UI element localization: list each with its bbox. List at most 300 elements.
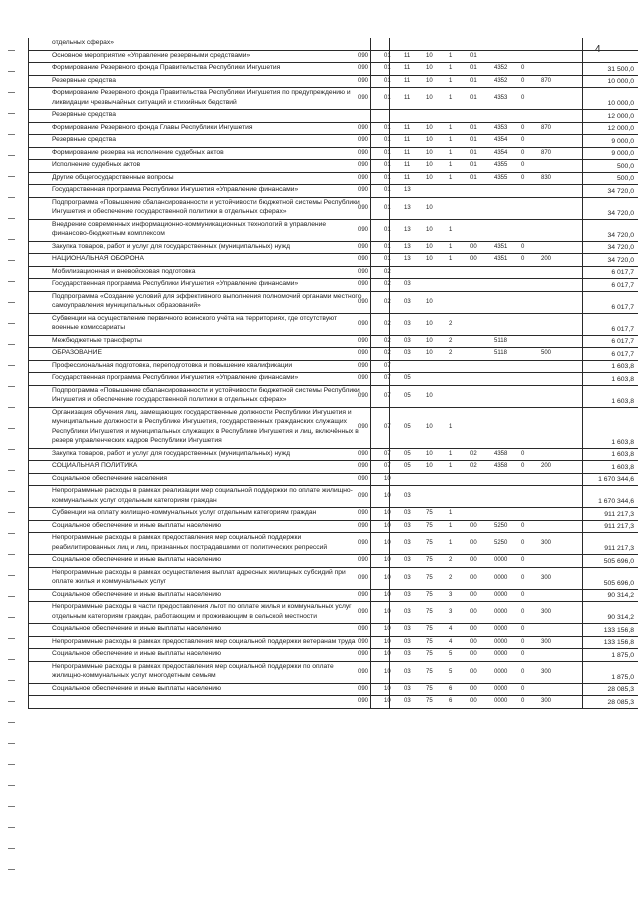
row-code: 500	[541, 350, 552, 357]
row-code: 090	[358, 268, 369, 275]
row-left-border	[28, 508, 29, 520]
row-code: 1	[449, 256, 453, 263]
table-row	[28, 590, 638, 603]
table-row	[28, 508, 638, 521]
row-code: 090	[358, 510, 369, 517]
row-left-border	[28, 568, 29, 589]
row-code: 10	[426, 350, 433, 357]
table-row	[28, 461, 638, 474]
row-code: 02	[384, 320, 391, 327]
row-code: 090	[358, 337, 369, 344]
row-code: 01	[384, 162, 391, 169]
row-code: 03	[404, 320, 411, 327]
row-code: 4358	[494, 463, 508, 470]
row-left-border	[28, 533, 29, 554]
scan-mark	[8, 470, 15, 471]
row-code: 05	[404, 424, 411, 430]
row-name: Закупка товаров, работ и услуг для государственных (муниципальных) нужд	[52, 449, 290, 457]
row-code: 0	[521, 95, 525, 101]
row-code: 090	[358, 362, 369, 369]
row-code: 090	[358, 574, 369, 581]
amount-border	[582, 684, 583, 696]
row-code: 0	[521, 450, 525, 457]
row-amount: 6 017,7	[611, 325, 634, 333]
row-code: 4351	[494, 256, 508, 263]
amount-border	[582, 76, 583, 88]
row-code: 090	[358, 685, 369, 692]
row-code: 0000	[494, 668, 508, 675]
row-name: отдельных сферах»	[52, 39, 114, 46]
table-row	[28, 63, 638, 76]
row-code: 090	[358, 243, 369, 250]
row-code: 4355	[494, 162, 508, 169]
row-amount: 34 720,0	[607, 256, 634, 264]
row-amount: 1 603,8	[611, 463, 634, 471]
amount-border	[582, 533, 583, 554]
scan-mark	[8, 491, 15, 492]
amount-border	[582, 602, 583, 623]
row-amount: 6 017,7	[611, 269, 634, 276]
row-amount: 505 696,0	[603, 579, 634, 587]
row-name: ОБРАЗОВАНИЕ	[52, 349, 102, 356]
row-left-border	[28, 555, 29, 567]
scan-mark	[8, 638, 15, 639]
row-code: 3	[449, 591, 453, 598]
row-amount: 34 720,0	[607, 187, 634, 195]
row-code: 4353	[494, 124, 508, 131]
row-code: 13	[404, 256, 411, 263]
table-row	[28, 408, 638, 449]
row-code: 090	[358, 626, 369, 633]
row-code: 0000	[494, 591, 508, 598]
row-code: 10	[384, 493, 391, 499]
row-code: 10	[426, 463, 433, 470]
amount-border	[582, 63, 583, 75]
row-code: 4	[449, 626, 453, 633]
row-code: 090	[358, 256, 369, 263]
row-code: 1	[449, 162, 453, 169]
row-left-border	[28, 123, 29, 135]
scan-mark	[8, 554, 15, 555]
table-row	[28, 521, 638, 534]
scan-mark	[8, 575, 15, 576]
row-code: 10	[426, 52, 433, 59]
row-left-border	[28, 267, 29, 279]
scan-mark	[8, 512, 15, 513]
amount-border	[582, 123, 583, 135]
row-code: 01	[470, 162, 477, 169]
row-amount: 10 000,0	[607, 100, 634, 107]
row-code: 00	[470, 698, 477, 705]
row-code: 2	[449, 350, 453, 357]
row-code: 03	[404, 609, 411, 615]
row-name: Организация обучения лиц, замещающих государственные должности Республики Ингушетия и муниципальные должности в Республике Ингушетия, государственных гражданских служащих Республики Ингушетия и муниципальных служащих в Республике Ингушетия и лиц, включённых в резерв управленческих кадров Республики Ингушетия	[52, 408, 359, 444]
row-left-border	[28, 637, 29, 649]
amount-border	[582, 662, 583, 683]
row-code: 07	[384, 424, 391, 430]
table-row	[28, 649, 638, 662]
row-name: Подпрограмма «Повышение сбалансированности и устойчивости бюджетной системы Республики Ингушетия и обеспечение государственной политики в отдельных сферах»	[52, 198, 360, 215]
amount-border	[582, 624, 583, 636]
scan-mark	[8, 281, 15, 282]
table-row	[28, 292, 638, 314]
row-code: 10	[426, 149, 433, 156]
row-code: 02	[470, 450, 477, 457]
row-code: 03	[404, 281, 411, 288]
row-code: 0	[521, 256, 525, 263]
row-code: 01	[384, 77, 391, 84]
row-left-border	[28, 486, 29, 507]
row-amount: 911 217,3	[604, 545, 634, 552]
row-code: 1	[449, 450, 453, 457]
table-row	[28, 386, 638, 408]
row-code: 11	[404, 174, 411, 181]
amount-border	[582, 348, 583, 360]
row-amount: 34 720,0	[607, 231, 634, 239]
row-code: 10	[426, 450, 433, 457]
scan-mark	[8, 596, 15, 597]
row-code: 3	[449, 609, 453, 615]
row-code: 4352	[494, 77, 508, 84]
scan-mark	[8, 764, 15, 765]
scan-mark	[8, 71, 15, 72]
row-amount: 12 000,0	[607, 112, 634, 120]
row-code: 05	[404, 450, 411, 457]
row-code: 03	[404, 685, 411, 692]
row-code: 1	[449, 95, 453, 101]
row-left-border	[28, 474, 29, 486]
row-amount: 90 314,2	[607, 614, 634, 621]
row-name: Резервные средства	[52, 111, 116, 118]
row-code: 090	[358, 137, 369, 144]
row-amount: 90 314,2	[607, 592, 634, 599]
row-code: 07	[384, 450, 391, 457]
row-name: Формирование Резервного фонда Правительства Республики Ингушетия	[52, 64, 281, 71]
row-left-border	[28, 590, 29, 602]
row-code: 13	[404, 243, 411, 250]
row-name: Исполнение судебных актов	[52, 161, 141, 168]
row-amount: 28 085,3	[607, 698, 634, 706]
scan-mark	[8, 218, 15, 219]
row-code: 75	[426, 522, 433, 529]
row-left-border	[28, 373, 29, 385]
row-code: 0000	[494, 651, 508, 658]
row-code: 03	[404, 350, 411, 357]
row-code: 1	[449, 540, 453, 546]
row-code: 07	[384, 463, 391, 470]
row-code: 0	[521, 243, 525, 250]
row-code: 10	[384, 522, 391, 529]
budget-table	[28, 38, 638, 709]
row-amount: 34 720,0	[607, 209, 634, 217]
scan-mark	[8, 869, 15, 870]
row-code: 07	[384, 362, 391, 369]
row-code: 10	[426, 95, 433, 101]
row-code: 75	[426, 557, 433, 564]
row-code: 090	[358, 557, 369, 564]
row-code: 01	[470, 174, 477, 181]
row-amount: 500,0	[616, 162, 634, 170]
scan-mark	[8, 176, 15, 177]
row-amount: 1 875,0	[611, 673, 634, 681]
table-row	[28, 173, 638, 186]
row-name: Резервные средства	[52, 76, 116, 84]
row-name: Формирование Резервного фонда Главы Республики Ингушетия	[52, 123, 253, 131]
row-code: 02	[384, 298, 391, 305]
scan-mark	[8, 827, 15, 828]
row-code: 300	[541, 609, 552, 615]
scan-mark	[8, 344, 15, 345]
row-code: 11	[404, 77, 411, 84]
row-code: 0	[521, 698, 525, 705]
amount-border	[582, 135, 583, 147]
row-code: 0000	[494, 574, 508, 581]
row-code: 07	[384, 375, 391, 382]
table-row	[28, 220, 638, 242]
amount-border	[582, 373, 583, 385]
row-code: 1	[449, 463, 453, 470]
row-name: Непрограммные расходы в части предоставления льгот по оплате жилья и коммунальных услуг отдельным категориям граждан, работающим и проживающим в сельской местности	[52, 603, 352, 620]
row-code: 01	[384, 149, 391, 156]
row-left-border	[28, 160, 29, 172]
table-row	[28, 51, 638, 64]
row-left-border	[28, 348, 29, 360]
row-left-border	[28, 449, 29, 461]
row-code: 0	[521, 609, 525, 615]
row-left-border	[28, 242, 29, 254]
row-code: 0	[521, 522, 525, 529]
row-code: 4354	[494, 137, 508, 144]
row-amount: 500,0	[616, 175, 634, 182]
row-amount: 1 603,8	[611, 451, 634, 458]
amount-border	[582, 508, 583, 520]
row-code: 6	[449, 685, 453, 692]
row-code: 0000	[494, 638, 508, 645]
amount-border	[582, 590, 583, 602]
row-code: 10	[426, 137, 433, 144]
row-code: 11	[404, 162, 411, 169]
amount-border	[582, 555, 583, 567]
row-code: 13	[404, 226, 411, 233]
row-name: НАЦИОНАЛЬНАЯ ОБОРОНА	[52, 255, 144, 262]
table-row	[28, 348, 638, 361]
row-code: 090	[358, 162, 369, 169]
row-code: 0	[521, 137, 525, 144]
scan-mark	[8, 260, 15, 261]
amount-border	[582, 649, 583, 661]
table-row	[28, 533, 638, 555]
row-left-border	[28, 63, 29, 75]
row-code: 05	[404, 375, 411, 382]
scan-mark	[8, 806, 15, 807]
table-row	[28, 555, 638, 568]
table-row	[28, 38, 638, 51]
table-row	[28, 135, 638, 148]
scan-mark	[8, 302, 15, 303]
amount-border	[582, 292, 583, 313]
row-code: 01	[384, 137, 391, 144]
scan-mark	[8, 449, 15, 450]
row-code: 090	[358, 591, 369, 598]
row-code: 10	[384, 591, 391, 598]
row-code: 01	[470, 95, 477, 101]
row-code: 0	[521, 174, 525, 181]
row-code: 5250	[494, 522, 508, 529]
row-left-border	[28, 662, 29, 683]
scan-mark	[8, 113, 15, 114]
amount-border	[582, 242, 583, 254]
table-row	[28, 474, 638, 487]
row-code: 10	[426, 298, 433, 305]
row-code: 00	[470, 638, 477, 645]
scan-mark	[8, 386, 15, 387]
row-code: 0	[521, 463, 525, 470]
row-code: 02	[470, 463, 477, 470]
row-code: 090	[358, 651, 369, 658]
row-code: 5118	[494, 350, 507, 357]
row-code: 00	[470, 626, 477, 633]
row-left-border	[28, 51, 29, 63]
row-code: 1	[449, 65, 453, 72]
row-code: 090	[358, 124, 369, 131]
row-amount: 34 720,0	[607, 244, 634, 251]
amount-border	[582, 696, 583, 708]
table-row	[28, 314, 638, 336]
row-amount: 1 670 344,6	[598, 476, 634, 483]
row-code: 2	[449, 574, 453, 581]
row-code: 6	[449, 698, 453, 705]
row-code: 300	[541, 638, 552, 645]
scan-mark	[8, 407, 15, 408]
amount-border	[582, 408, 583, 448]
row-code: 0	[521, 65, 525, 72]
row-left-border	[28, 461, 29, 473]
row-code: 05	[404, 392, 411, 399]
table-row	[28, 624, 638, 637]
row-code: 1	[449, 243, 453, 250]
table-row	[28, 198, 638, 220]
row-left-border	[28, 198, 29, 219]
row-code: 090	[358, 475, 369, 482]
scan-mark	[8, 701, 15, 702]
row-code: 1	[449, 124, 453, 131]
row-code: 5250	[494, 540, 508, 546]
row-code: 01	[384, 124, 391, 131]
row-code: 07	[384, 392, 391, 399]
row-amount: 28 085,3	[607, 686, 634, 693]
row-name: Непрограммные расходы в рамках реализации мер социальной поддержки по оплате жилищно-коммунальных услуг отдельным категориям граждан	[52, 487, 353, 504]
table-row	[28, 88, 638, 110]
row-amount: 6 017,7	[611, 338, 634, 345]
row-code: 830	[541, 174, 552, 181]
row-code: 10	[384, 685, 391, 692]
amount-border	[582, 110, 583, 122]
row-code: 02	[384, 281, 391, 288]
row-code: 090	[358, 668, 369, 675]
amount-border	[582, 474, 583, 486]
row-code: 0000	[494, 557, 508, 564]
row-name: Основное мероприятие «Управление резервными средствами»	[52, 51, 251, 59]
row-amount: 133 156,8	[603, 639, 634, 646]
row-name: Государственная программа Республики Ингушетия «Управление финансами»	[52, 280, 299, 287]
row-code: 870	[541, 77, 552, 84]
row-code: 090	[358, 375, 369, 382]
scan-mark	[8, 197, 15, 198]
code-box	[370, 38, 390, 50]
row-code: 01	[384, 174, 391, 181]
row-code: 03	[404, 510, 411, 517]
row-name: Социальное обеспечение и иные выплаты населению	[52, 556, 221, 563]
row-amount: 12 000,0	[607, 125, 634, 132]
scan-mark	[8, 239, 15, 240]
row-code: 75	[426, 626, 433, 633]
row-name: Межбюджетные трансферты	[52, 336, 142, 344]
row-code: 03	[404, 298, 411, 305]
row-left-border	[28, 173, 29, 185]
scan-mark	[8, 365, 15, 366]
row-code: 090	[358, 522, 369, 529]
row-code: 13	[404, 187, 411, 194]
row-code: 01	[384, 187, 391, 194]
row-code: 10	[384, 651, 391, 658]
table-row	[28, 160, 638, 173]
row-code: 03	[404, 591, 411, 598]
row-code: 00	[470, 668, 477, 675]
row-name: Социальное обеспечение и иные выплаты населению	[52, 625, 221, 632]
row-code: 10	[426, 256, 433, 263]
row-left-border	[28, 624, 29, 636]
row-left-border	[28, 292, 29, 313]
row-code: 03	[404, 540, 411, 546]
row-code: 4358	[494, 450, 508, 457]
row-code: 00	[470, 651, 477, 658]
row-amount: 9 000,0	[611, 150, 634, 157]
amount-border	[582, 160, 583, 172]
row-name: Социальное обеспечение населения	[52, 474, 167, 482]
row-code: 090	[358, 638, 369, 645]
row-code: 0000	[494, 626, 508, 633]
row-code: 4354	[494, 149, 508, 156]
row-amount: 31 500,0	[607, 65, 634, 73]
row-code: 10	[384, 574, 391, 581]
row-name: Мобилизационная и вневойсковая подготовка	[52, 267, 196, 275]
row-code: 02	[384, 268, 391, 275]
row-code: 090	[358, 281, 369, 288]
row-left-border	[28, 254, 29, 266]
row-name: Внедрение современных информационно-коммуникационных технологий в управление финансово-бюджетным комплексом	[52, 220, 327, 237]
row-code: 11	[404, 137, 411, 144]
row-code: 10	[426, 243, 433, 250]
row-code: 4355	[494, 174, 508, 181]
row-code: 01	[470, 77, 477, 84]
row-left-border	[28, 185, 29, 197]
amount-border	[582, 314, 583, 335]
row-code: 11	[404, 124, 411, 131]
row-code: 10	[384, 557, 391, 564]
row-code: 0	[521, 626, 525, 633]
row-code: 090	[358, 226, 369, 233]
row-code: 10	[384, 626, 391, 633]
row-left-border	[28, 521, 29, 533]
row-code: 01	[384, 52, 391, 59]
row-name: Подпрограмма «Создание условий для эффективного выполнения полномочий органами местного самоуправления муниципальных образований»	[52, 292, 362, 309]
row-code: 01	[384, 204, 391, 211]
row-code: 01	[384, 65, 391, 72]
row-code: 75	[426, 685, 433, 692]
row-amount: 10 000,0	[607, 78, 634, 85]
row-code: 5	[449, 651, 453, 658]
row-name: Непрограммные расходы в рамках предоставления мер социальной поддержки по оплате жилищно-коммунальных услуг многодетным семьям	[52, 662, 334, 679]
